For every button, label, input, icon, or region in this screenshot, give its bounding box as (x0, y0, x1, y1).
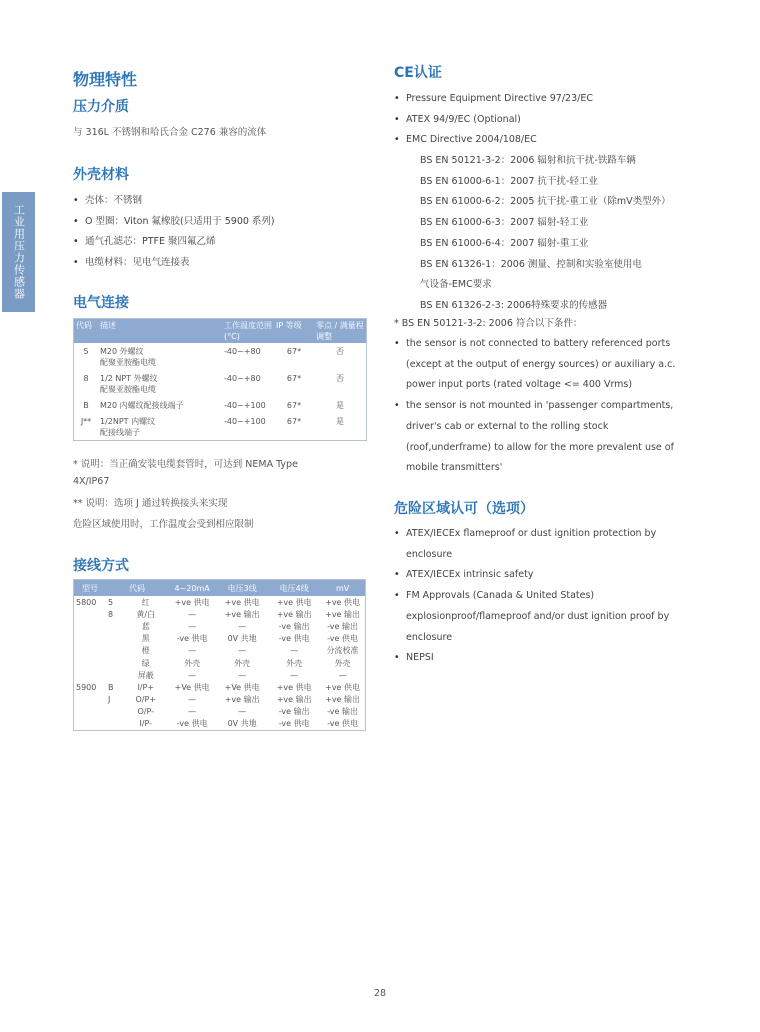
table-cell: +ve 供电 (325, 597, 361, 607)
table-cell (106, 620, 123, 632)
table-cell: 黄/白 (136, 609, 156, 619)
table-cell: -ve 输出 (278, 707, 310, 717)
cell-ip: 67* (286, 347, 302, 356)
table-cell: +ve 供电 (276, 597, 312, 607)
table-row (74, 706, 366, 718)
table-row (74, 645, 366, 657)
list-item (394, 565, 669, 586)
table-cell: 外壳 (286, 658, 303, 668)
list-item (394, 524, 669, 565)
electrical-table (73, 318, 367, 441)
table-cell: — (290, 646, 299, 656)
line: enclosure (406, 548, 453, 560)
table-row (74, 633, 366, 645)
cell-ip: 67* (286, 401, 302, 410)
table-cell: J (108, 695, 111, 705)
table-cell: 外壳 (334, 658, 351, 668)
table-row (74, 343, 367, 370)
table-cell: — (238, 621, 247, 631)
table-cell: +ve 供电 (174, 597, 210, 607)
heading-wiring: 接线方式 (73, 558, 129, 574)
table-cell (74, 694, 107, 706)
table-cell (106, 669, 123, 681)
pressure-media-text: 与 316L 不锈钢和哈氏合金 C276 兼容的流体 (73, 127, 267, 138)
table-cell: 屏蔽 (137, 670, 154, 680)
line: • ATEX/IECEx flameproof or dust ignition protection by (406, 528, 657, 539)
standard-line: 气设备-EMC要求 (420, 279, 492, 291)
line: (except at the output of energy sources) or auxiliary a.c. (406, 358, 676, 370)
list-item: • 壳体：不锈钢 (73, 191, 275, 212)
condition-list (394, 334, 675, 479)
cell-temp: -40~+80 (224, 347, 261, 356)
col-header: 工作温度范围(°C) (222, 319, 274, 344)
table-row (74, 596, 366, 608)
wiring-table (73, 579, 366, 731)
list-item: • EMC Directive 2004/108/EC (394, 130, 593, 151)
table-cell: 5900 (76, 682, 97, 692)
table-cell: -ve 供电 (176, 719, 208, 729)
list-item: • 通气孔滤芯：PTFE 聚四氟乙烯 (73, 232, 275, 253)
table-cell: -ve 供电 (327, 719, 358, 729)
cell-temp: -40~+100 (224, 401, 266, 410)
heading-hazard: 危险区域认可（选项） (394, 501, 534, 517)
table-cell (106, 633, 123, 645)
table-cell: 0V 共地 (227, 719, 257, 729)
cell-adj: 是 (336, 417, 344, 426)
list-item (394, 396, 675, 479)
ce-condition: * BS EN 50121-3-2: 2006 符合以下条件： (394, 318, 583, 329)
heading-ce: CE认证 (394, 65, 442, 81)
table-cell: -ve 供电 (278, 719, 310, 729)
table-cell: +ve 输出 (224, 695, 260, 705)
table-cell (74, 706, 107, 718)
col-header: 零点 / 满量程调整 (314, 319, 367, 344)
cell-temp: -40~+80 (224, 374, 261, 383)
heading-pressure-media: 压力介质 (73, 99, 129, 115)
page-number: 28 (373, 988, 387, 999)
table-cell: — (338, 670, 347, 680)
table-cell (106, 645, 123, 657)
table-row (74, 413, 367, 441)
list-item: • O 型圈：Viton 氟橡胶(只适用于 5900 系列) (73, 212, 275, 233)
table-row (74, 669, 366, 681)
desc-line: 配聚亚胺酯电缆 (100, 358, 156, 367)
heading-electrical: 电气连接 (73, 295, 129, 311)
note-2-line-2: 危险区域使用时，工作温度会受到相应限制 (73, 519, 254, 530)
table-cell: — (238, 646, 247, 656)
table-cell (74, 669, 107, 681)
line: enclosure (406, 631, 453, 643)
table-row (74, 397, 367, 413)
line: mobile transmitters' (406, 462, 503, 474)
standard-line: BS EN 61000-6-3：2007 辐射-轻工业 (420, 217, 589, 229)
table-cell: — (188, 707, 197, 717)
table-cell: — (188, 646, 197, 656)
cell-desc (98, 370, 222, 397)
housing-list (73, 191, 275, 274)
cell-desc (98, 343, 222, 370)
cell-ip: 67* (286, 417, 302, 426)
desc-line: 1/2NPT 内螺纹 (100, 417, 156, 426)
side-tab: 工业用压力传感器 (2, 192, 35, 312)
table-cell: 黑 (141, 634, 150, 644)
table-cell: 外壳 (234, 658, 251, 668)
table-cell: +ve 输出 (276, 609, 312, 619)
table-cell: — (290, 670, 299, 680)
list-item: • ATEX 94/9/EC (Optional) (394, 110, 593, 131)
table-row (74, 681, 366, 693)
table-cell (106, 706, 123, 718)
table-row (74, 718, 366, 731)
desc-line: M20 内螺纹配接线端子 (100, 401, 184, 410)
note-2-line-1: ** 说明：选项 J 通过转换接头来实现 (73, 498, 228, 509)
cell-code: 8 (83, 374, 89, 383)
line: power input ports (rated voltage <= 400 Vrms) (406, 379, 633, 391)
line: • FM Approvals (Canada & United States) (406, 590, 595, 602)
table-cell: 红 (141, 597, 150, 607)
table-cell: +ve 输出 (325, 695, 361, 705)
table-cell: +ve 输出 (276, 695, 312, 705)
table-cell (74, 657, 107, 669)
table-cell: — (238, 670, 247, 680)
table-cell: -ve 输出 (327, 707, 358, 717)
table-cell: +ve 输出 (325, 609, 361, 619)
heading-housing: 外壳材料 (73, 167, 129, 183)
standard-line: BS EN 50121-3-2：2006 辐射和抗干扰-铁路车辆 (420, 155, 636, 166)
table-cell: +ve 供电 (276, 682, 312, 692)
table-cell: 8 (108, 609, 114, 619)
table-cell: -ve 输出 (327, 621, 358, 631)
col-header: 描述 (98, 319, 222, 344)
note-1-line-1: * 说明：当正确安装电缆套管时，可达到 NEMA Type (73, 459, 298, 470)
wiring-body (74, 596, 366, 731)
table-row (74, 608, 366, 620)
cell-code: B (83, 401, 89, 410)
col-header: 电压4线 (268, 580, 320, 597)
col-header: 型号 (74, 580, 107, 597)
table-cell (74, 633, 107, 645)
table-cell (74, 620, 107, 632)
table-cell: 橙 (141, 646, 150, 656)
list-item: • 电缆材料：见电气连接表 (73, 253, 275, 274)
ce-standards (420, 151, 671, 317)
table-cell (106, 718, 123, 731)
cell-adj: 是 (336, 401, 344, 410)
table-cell: O/P- (137, 707, 154, 717)
desc-line: 配聚亚胺酯电缆 (100, 385, 156, 394)
table-cell: — (188, 695, 197, 705)
list-item (394, 648, 669, 669)
col-header: mV (320, 580, 365, 597)
table-cell: +Ve 供电 (174, 682, 210, 692)
col-header: 电压3线 (216, 580, 268, 597)
table-cell: -ve 输出 (278, 621, 310, 631)
line: • the sensor is not connected to battery referenced ports (406, 338, 671, 349)
cell-ip: 67* (286, 374, 302, 383)
table-cell: O/P+ (135, 695, 156, 705)
table-cell: 0V 共地 (227, 634, 257, 644)
desc-line: M20 外螺纹 (100, 347, 144, 356)
cell-code: J** (80, 417, 92, 426)
line: • NEPSI (406, 652, 434, 664)
table-cell: 5 (108, 597, 114, 607)
table-cell: B (108, 682, 114, 692)
table-row (74, 694, 366, 706)
table-cell: +ve 供电 (325, 682, 361, 692)
table-cell (74, 645, 107, 657)
line: (roof,underframe) to allow for the more prevalent use of (406, 441, 674, 453)
standard-line: BS EN 61000-6-4：2007 辐射-重工业 (420, 237, 589, 249)
standard-line: BS EN 61326-2-3: 2006特殊要求的传感器 (420, 299, 608, 311)
table-cell: 5800 (76, 597, 97, 607)
table-cell: 蓝 (141, 621, 150, 631)
col-header: 4~20mA (168, 580, 216, 597)
table-cell: — (238, 707, 247, 717)
table-cell: -ve 供电 (176, 634, 208, 644)
list-item (394, 334, 675, 396)
table-cell: 绿 (141, 658, 150, 668)
table-cell: — (188, 621, 197, 631)
hazard-list (394, 524, 669, 669)
table-cell: I/P+ (137, 682, 155, 692)
standard-line: BS EN 61000-6-1：2007 抗干扰-轻工业 (420, 175, 598, 187)
cell-adj: 否 (336, 347, 344, 356)
desc-line: 1/2 NPT 外螺纹 (100, 374, 158, 383)
line: • ATEX/IECEx intrinsic safety (406, 569, 534, 581)
line: driver's cab or external to the rolling stock (406, 420, 609, 432)
note-1-line-2: 4X/IP67 (73, 476, 110, 487)
table-cell (106, 657, 123, 669)
table-row (74, 620, 366, 632)
table-row (74, 370, 367, 397)
list-item (394, 586, 669, 648)
table-cell: +ve 输出 (224, 609, 260, 619)
standard-line: BS EN 61000-6-2：2005 抗干扰-重工业（除mV类型外） (420, 196, 671, 208)
table-cell (74, 718, 107, 731)
cell-adj: 否 (336, 374, 344, 383)
standard-line: BS EN 61326-1：2006 测量、控制和实验室使用电 (420, 258, 642, 270)
table-cell: -ve 供电 (327, 634, 358, 644)
col-header: IP 等级 (274, 319, 314, 344)
table-cell: +Ve 供电 (224, 682, 260, 692)
col-header: 代码 (106, 580, 168, 597)
ce-list (394, 89, 593, 151)
col-header: 代码 (74, 319, 99, 344)
table-cell (74, 608, 107, 620)
line: • the sensor is not mounted in 'passenger compartments, (406, 400, 674, 412)
table-cell: I/P- (139, 719, 153, 729)
table-cell: -ve 供电 (278, 634, 310, 644)
cell-desc (98, 397, 222, 413)
table-row (74, 657, 366, 669)
table-cell: 分流校准 (326, 646, 359, 656)
table-cell: +ve 供电 (224, 597, 260, 607)
cell-desc (98, 413, 222, 441)
section-title-physical: 物理特性 (73, 70, 138, 89)
cell-code: 5 (83, 347, 89, 356)
table-cell: — (188, 670, 197, 680)
cell-temp: -40~+100 (224, 417, 266, 426)
desc-line: 配接线端子 (100, 428, 140, 437)
table-cell: — (188, 609, 197, 619)
list-item: • Pressure Equipment Directive 97/23/EC (394, 89, 593, 110)
line: explosionproof/flameproof and/or dust ignition proof by (406, 610, 670, 622)
table-cell: 外壳 (184, 658, 201, 668)
